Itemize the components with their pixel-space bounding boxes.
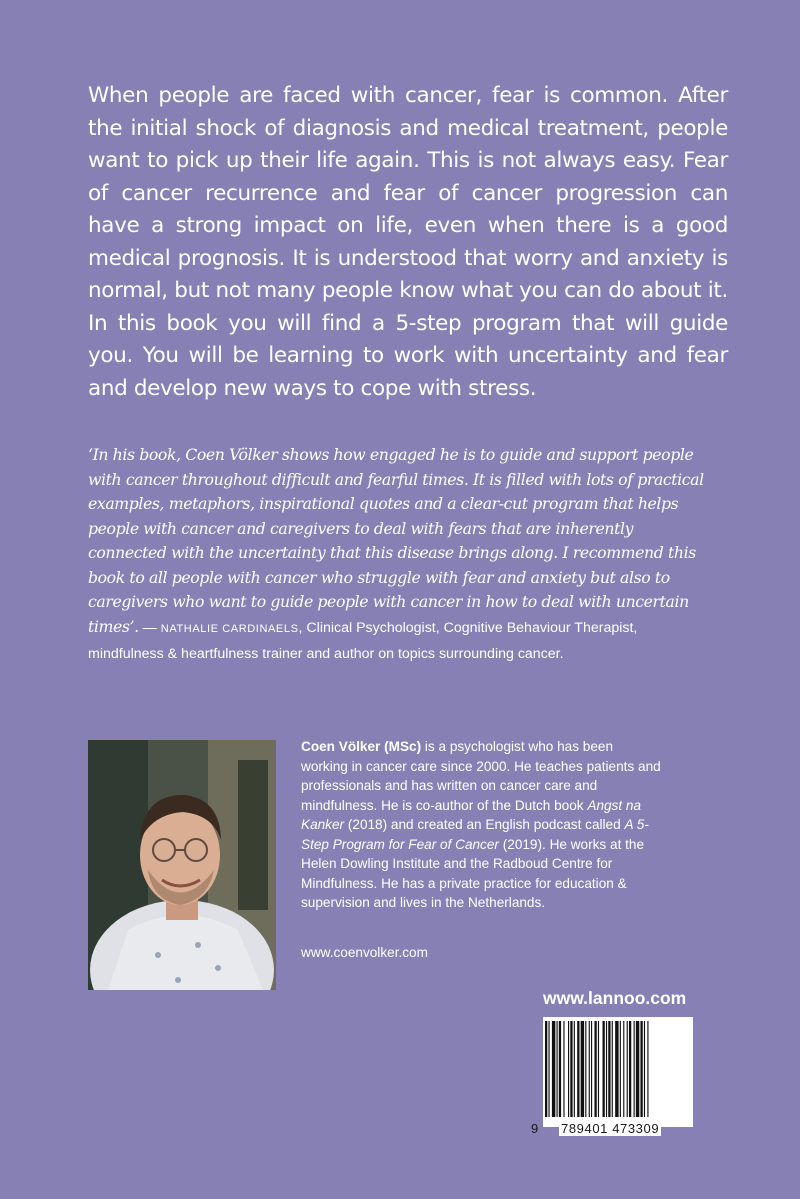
barcode-bar xyxy=(548,1021,549,1117)
barcode-bar xyxy=(589,1021,590,1117)
author-website-link[interactable]: www.coenvolker.com xyxy=(301,945,428,960)
barcode-bar xyxy=(559,1021,561,1117)
barcode-bar xyxy=(606,1021,607,1117)
barcode-bar xyxy=(570,1021,572,1117)
quote-dash: — xyxy=(138,619,161,636)
quote-author-role: , Clinical Psychologist, Cognitive Behaviour Therapist, mindfulness & heartfulness trainer and author on topics surrounding cancer. xyxy=(88,619,638,662)
author-photo xyxy=(88,740,276,990)
barcode-bar xyxy=(615,1021,618,1117)
barcode-bar xyxy=(612,1021,613,1117)
barcode-bar xyxy=(581,1021,584,1117)
back-cover-blurb: When people are faced with cancer, fear is common. After the initial shock of diagnosis and medical treatment, people want to pick up their life again. This is not always easy. Fear of cancer recurrence and fear of cancer progression can have a strong impact on life, even when there is a good medical prognosis. It is understood that worry and anxiety is normal, but not many people know what you can do about it. In this book you will find a 5-step program that will guide you. You will be learning to work with uncertainty and fear and develop new ways to cope with stress. xyxy=(88,83,728,401)
barcode-bar xyxy=(594,1021,596,1117)
barcode-bar xyxy=(557,1021,558,1117)
quote-author: NATHALIE CARDINAELS xyxy=(160,622,299,635)
author-name: Coen Völker (MSc) xyxy=(301,739,422,754)
barcode-bars xyxy=(527,1017,693,1121)
barcode-bar xyxy=(552,1021,555,1117)
author-bio-part-2: (2018) and created an English podcast called xyxy=(344,817,625,832)
author-bio xyxy=(301,737,661,913)
barcode-bar xyxy=(623,1021,624,1117)
barcode-bar xyxy=(644,1021,645,1117)
barcode-bar xyxy=(629,1021,631,1117)
barcode-bar xyxy=(608,1021,610,1117)
book-title: Angst na Kanker xyxy=(301,797,642,832)
isbn-barcode xyxy=(527,1017,693,1137)
barcode-bar xyxy=(598,1021,599,1117)
barcode-bar xyxy=(577,1021,579,1117)
barcode-bar xyxy=(585,1021,586,1117)
podcast-title: A 5-Step Program for Fear of Cancer xyxy=(301,817,649,852)
endorsement-quote xyxy=(88,443,708,667)
barcode-bar xyxy=(591,1021,592,1117)
barcode-bar xyxy=(563,1021,564,1117)
barcode-number: 789401 473309 xyxy=(561,1121,660,1136)
barcode-first-digit: 9 xyxy=(531,1121,539,1136)
publisher-website-link[interactable]: www.lannoo.com xyxy=(543,988,687,1008)
barcode-bar xyxy=(545,1021,547,1117)
barcode-bar xyxy=(636,1021,639,1117)
quote-attribution xyxy=(88,620,637,663)
author-portrait-illustration xyxy=(88,740,276,990)
barcode-bar xyxy=(647,1021,648,1117)
barcode-bar xyxy=(574,1021,575,1117)
author-bio-part-1: is a psychologist who has been working in cancer care since 2000. He teaches patients and professionals and has written on cancer care and mindfulness. He is co-author of the Dutch book xyxy=(301,739,661,813)
barcode-bar xyxy=(603,1021,605,1117)
barcode-bar xyxy=(634,1021,635,1117)
author-bio-part-3: (2019). He works at the Helen Dowling Institute and the Radboud Centre for Mindfulness. He has a private practice for education & supervision and lives in the Netherlands. xyxy=(301,836,645,910)
barcode-bar xyxy=(627,1021,628,1117)
barcode-bar xyxy=(620,1021,621,1117)
barcode-bar xyxy=(568,1021,569,1117)
quote-text: ‘In his book, Coen Völker shows how engaged he is to guide and support people with cancer throughout difficult and fearful times. It is filled with lots of practical examples, metaphors, inspirational quotes and a clear-cut program that helps people with cancer and caregivers to deal with fears that are inherently connected with the uncertainty that this disease brings along. I recommend this book to all people with cancer who struggle with fear and anxiety but also to caregivers who want to guide people with cancer in how to deal with uncertain times’. xyxy=(88,445,704,636)
barcode-bar xyxy=(640,1021,642,1117)
